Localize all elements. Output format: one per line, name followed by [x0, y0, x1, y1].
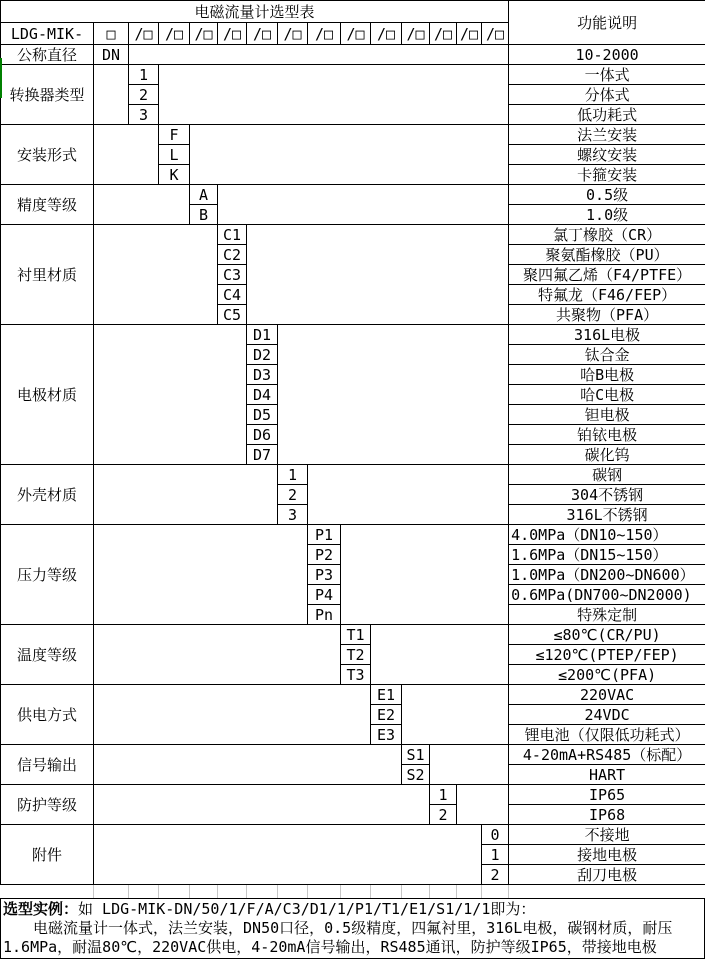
- desc-cell: 316L电极: [509, 325, 705, 345]
- gridline-tick: [189, 885, 190, 898]
- desc-cell: 0.6MPa(DN700~DN2000): [509, 585, 705, 605]
- gridline-tick: [307, 885, 308, 898]
- code-cell: D3: [247, 365, 278, 385]
- spacer-cell: [341, 525, 509, 625]
- desc-cell: 24VDC: [509, 705, 705, 725]
- spacer-cell: [371, 625, 509, 685]
- desc-cell: 法兰安装: [509, 125, 705, 145]
- category-label: 电极材质: [1, 325, 94, 465]
- desc-cell: 低功耗式: [509, 105, 705, 125]
- desc-cell: ≤120℃(PTEP/FEP): [509, 645, 705, 665]
- gridline-tick: [456, 885, 457, 898]
- desc-cell: HART: [509, 765, 705, 785]
- category-label: 压力等级: [1, 525, 94, 625]
- desc-cell: 4.0MPa（DN10~150）: [509, 525, 705, 545]
- desc-cell: IP65: [509, 785, 705, 805]
- category-label: 温度等级: [1, 625, 94, 685]
- desc-cell: 1.6MPa（DN15~150）: [509, 545, 705, 565]
- code-cell: 3: [278, 505, 308, 525]
- code-cell: P1: [308, 525, 341, 545]
- code-cell: D7: [247, 445, 278, 465]
- code-cell: S2: [402, 765, 430, 785]
- code-cell: F: [159, 125, 190, 145]
- desc-cell: 锂电池（仅限低功耗式）: [509, 725, 705, 745]
- spacer-cell: [402, 685, 509, 745]
- code-cell: E1: [371, 685, 402, 705]
- code-cell: 3: [129, 105, 159, 125]
- spacer-cell: [218, 185, 509, 225]
- spacer-cell: [94, 825, 482, 885]
- desc-cell: ≤80℃(CR/PU): [509, 625, 705, 645]
- header-box: /□: [308, 23, 341, 45]
- gridline-tick: [93, 885, 94, 898]
- spacer-cell: [94, 785, 430, 825]
- category-label: 附件: [1, 825, 94, 885]
- code-cell: T1: [341, 625, 371, 645]
- header-box: □: [94, 23, 129, 45]
- desc-cell: 1.0级: [509, 205, 705, 225]
- code-cell: 0: [482, 825, 509, 845]
- category-label: 防护等级: [1, 785, 94, 825]
- desc-cell: 一体式: [509, 65, 705, 85]
- desc-cell: 特殊定制: [509, 605, 705, 625]
- desc-cell: 聚氨酯橡胶（PU）: [509, 245, 705, 265]
- code-cell: 1: [129, 65, 159, 85]
- gridline-tick: [340, 885, 341, 898]
- header-box: /□: [218, 23, 247, 45]
- header-box: /□: [402, 23, 430, 45]
- category-label: 衬里材质: [1, 225, 94, 325]
- spacer-cell: [430, 745, 509, 785]
- category-label: 公称直径: [1, 45, 94, 65]
- gridline-tick: [277, 885, 278, 898]
- code-cell: E3: [371, 725, 402, 745]
- code-cell: T3: [341, 665, 371, 685]
- category-label: 供电方式: [1, 685, 94, 745]
- code-cell: 2: [430, 805, 457, 825]
- code-cell: D4: [247, 385, 278, 405]
- desc-cell: 哈C电极: [509, 385, 705, 405]
- spacer-cell: [94, 65, 129, 125]
- gridline-tick: [217, 885, 218, 898]
- function-description-header: 功能说明: [509, 1, 705, 45]
- example-line-1: [3, 900, 702, 919]
- header-box: /□: [278, 23, 308, 45]
- code-cell: C2: [218, 245, 247, 265]
- code-cell: T2: [341, 645, 371, 665]
- code-cell: C5: [218, 305, 247, 325]
- code-cell: D1: [247, 325, 278, 345]
- code-cell: E2: [371, 705, 402, 725]
- table-title: 电磁流量计选型表: [1, 1, 509, 23]
- header-box: /□: [190, 23, 218, 45]
- desc-cell: 特氟龙（F46/FEP）: [509, 285, 705, 305]
- code-cell: 1: [430, 785, 457, 805]
- spacer-cell: [457, 785, 509, 825]
- desc-cell: 刮刀电极: [509, 865, 705, 885]
- spacer-cell: [94, 685, 371, 745]
- spacer-cell: [247, 225, 509, 325]
- desc-cell: 4-20mA+RS485（标配）: [509, 745, 705, 765]
- code-cell: 2: [129, 85, 159, 105]
- code-cell: D2: [247, 345, 278, 365]
- code-cell: S1: [402, 745, 430, 765]
- example-heading: 选型实例：: [3, 900, 79, 918]
- gridline-tick: [508, 885, 509, 898]
- code-cell: A: [190, 185, 218, 205]
- gridline-tick: [481, 885, 482, 898]
- spacer-cell: [94, 745, 402, 785]
- header-box: /□: [482, 23, 509, 45]
- gridline-tick: [429, 885, 430, 898]
- gridline-tick: [246, 885, 247, 898]
- code-cell: 1: [278, 465, 308, 485]
- code-cell: Pn: [308, 605, 341, 625]
- gridline-tick: [158, 885, 159, 898]
- spacer-cell: [94, 525, 308, 625]
- desc-cell: 碳化钨: [509, 445, 705, 465]
- spacer-cell: [94, 225, 218, 325]
- example-line-2: 电磁流量计一体式，法兰安装，DN50口径，0.5级精度，四氟衬里，316L电极，碳钢材质，耐压: [3, 919, 673, 937]
- header-box: /□: [247, 23, 278, 45]
- desc-cell: 卡箍安装: [509, 165, 705, 185]
- desc-cell: 共聚物（PFA）: [509, 305, 705, 325]
- desc-cell: 碳钢: [509, 465, 705, 485]
- header-box: /□: [457, 23, 482, 45]
- spacer-cell: [94, 325, 247, 465]
- spacer-cell: [278, 325, 509, 465]
- spacer-cell: [308, 465, 509, 525]
- desc-cell: 聚四氟乙烯（F4/PTFE）: [509, 265, 705, 285]
- desc-cell: ≤200℃(PFA): [509, 665, 705, 685]
- desc-cell: 10-2000: [509, 45, 705, 65]
- spacer-cell: [94, 625, 341, 685]
- header-box: /□: [341, 23, 371, 45]
- desc-cell: 哈B电极: [509, 365, 705, 385]
- spacer-cell: [129, 45, 509, 65]
- gridline-tick: [401, 885, 402, 898]
- desc-cell: IP68: [509, 805, 705, 825]
- header-box: /□: [159, 23, 190, 45]
- example-line-3: 1.6MPa，耐温80℃，220VAC供电，4-20mA信号输出，RS485通讯，防护等级IP65，带接地电极: [3, 938, 657, 956]
- desc-cell: 1.0MPa（DN200~DN600）: [509, 565, 705, 585]
- code-cell: C1: [218, 225, 247, 245]
- code-cell: L: [159, 145, 190, 165]
- code-cell: 1: [482, 845, 509, 865]
- example-code: 如 LDG-MIK-DN/50/1/F/A/C3/D1/1/P1/T1/E1/S1/1/1即为：: [78, 900, 536, 918]
- code-cell: K: [159, 165, 190, 185]
- code-cell: DN: [94, 45, 129, 65]
- desc-cell: 分体式: [509, 85, 705, 105]
- code-cell: D6: [247, 425, 278, 445]
- desc-cell: 0.5级: [509, 185, 705, 205]
- desc-cell: 接地电极: [509, 845, 705, 865]
- category-label: 转换器类型: [1, 65, 94, 125]
- code-cell: C4: [218, 285, 247, 305]
- code-cell: 2: [278, 485, 308, 505]
- header-box: /□: [430, 23, 457, 45]
- code-cell: B: [190, 205, 218, 225]
- category-label: 信号输出: [1, 745, 94, 785]
- spacer-cell: [94, 185, 190, 225]
- desc-cell: 氯丁橡胶（CR）: [509, 225, 705, 245]
- code-cell: P3: [308, 565, 341, 585]
- gridline-tick: [128, 885, 129, 898]
- desc-cell: 316L不锈钢: [509, 505, 705, 525]
- category-label: 精度等级: [1, 185, 94, 225]
- selection-marker: [0, 58, 2, 98]
- desc-cell: 螺纹安装: [509, 145, 705, 165]
- sheet-gridline-strip: [0, 885, 705, 898]
- desc-cell: 220VAC: [509, 685, 705, 705]
- spacer-cell: [159, 65, 509, 125]
- desc-cell: 钽电极: [509, 405, 705, 425]
- category-label: 外壳材质: [1, 465, 94, 525]
- code-cell: D5: [247, 405, 278, 425]
- code-cell: P2: [308, 545, 341, 565]
- desc-cell: 钛合金: [509, 345, 705, 365]
- selection-example-block: [0, 898, 705, 959]
- category-label: 安装形式: [1, 125, 94, 185]
- code-cell: P4: [308, 585, 341, 605]
- spacer-cell: [94, 465, 278, 525]
- header-box: /□: [371, 23, 402, 45]
- code-cell: 2: [482, 865, 509, 885]
- spacer-cell: [190, 125, 509, 185]
- model-prefix: LDG-MIK-: [1, 23, 94, 45]
- desc-cell: 不接地: [509, 825, 705, 845]
- desc-cell: 铂铱电极: [509, 425, 705, 445]
- header-box: /□: [129, 23, 159, 45]
- code-cell: C3: [218, 265, 247, 285]
- desc-cell: 304不锈钢: [509, 485, 705, 505]
- spacer-cell: [94, 125, 159, 185]
- gridline-tick: [370, 885, 371, 898]
